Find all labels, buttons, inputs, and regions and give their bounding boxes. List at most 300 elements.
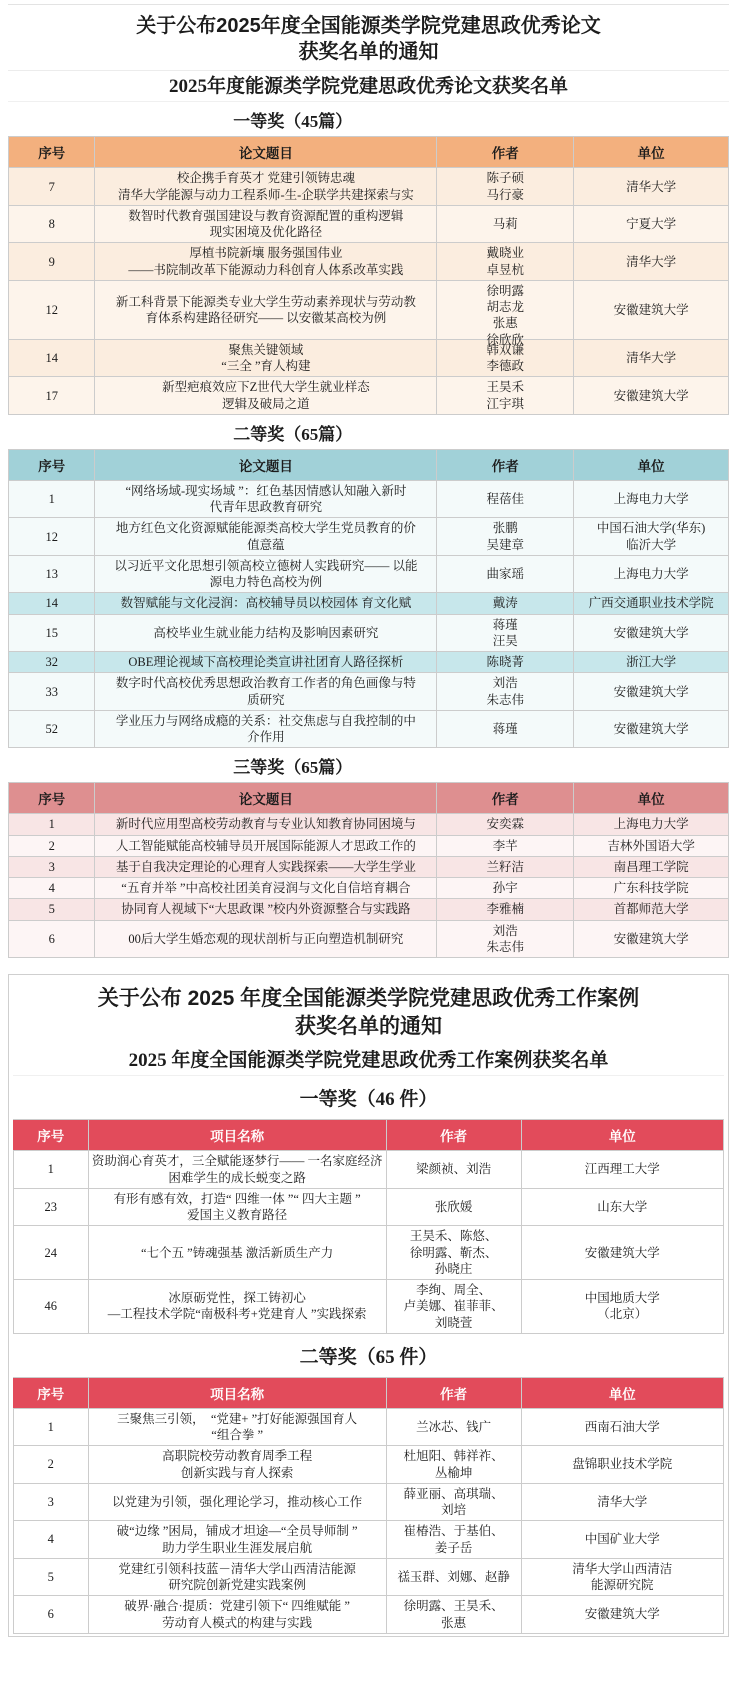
cell-org-text: 山东大学 [597, 1199, 648, 1214]
cell-org [521, 1188, 723, 1226]
table-body [9, 480, 729, 748]
cell-index-text: 17 [45, 388, 58, 403]
cell-title [95, 339, 437, 377]
cell-title [95, 652, 437, 673]
cell-org [574, 168, 729, 206]
cell-org-text: 安徽建筑大学 [613, 625, 689, 640]
cell-org [574, 480, 729, 518]
cell-authors [386, 1188, 521, 1226]
table-row [14, 1483, 724, 1521]
cell-title [95, 480, 437, 518]
cell-authors [386, 1483, 521, 1521]
cell-index [14, 1521, 89, 1559]
cell-index [14, 1446, 89, 1484]
cell-authors [437, 814, 574, 835]
cell-org [521, 1408, 723, 1446]
column-header: 作者 [437, 449, 574, 480]
cell-index [9, 652, 95, 673]
column-header: 序号 [9, 137, 95, 168]
cell-org-text: 上海电力大学 [613, 567, 689, 582]
cell-index [9, 518, 95, 556]
cell-org [574, 555, 729, 593]
cell-authors-text: 王昊禾 江宇琪 [486, 380, 525, 411]
cell-index-text: 23 [44, 1199, 58, 1214]
cell-authors-text: 程蓓佳 [486, 492, 525, 507]
cell-authors-text: 张欣媛 [434, 1199, 473, 1214]
cell-title [88, 1596, 386, 1634]
column-header: 作者 [437, 137, 574, 168]
section-subtitle: 2025年度能源类学院党建思政优秀论文获奖名单 [8, 71, 729, 103]
cell-title [95, 280, 437, 339]
cell-index [9, 280, 95, 339]
cell-authors-text: 戴涛 [492, 596, 518, 611]
cell-org [521, 1151, 723, 1189]
cell-index [9, 480, 95, 518]
cell-authors [437, 339, 574, 377]
table-head [9, 449, 729, 480]
section-title: 关于公布 2025 年度全国能源类学院党建思政优秀工作案例 获奖名单的通知 [97, 987, 640, 1038]
column-header: 项目名称 [88, 1120, 386, 1151]
cell-org-text: 中国地质大学 （北京） [584, 1291, 660, 1322]
cell-index-text: 33 [45, 684, 58, 699]
cell-index [9, 205, 95, 243]
cell-org [521, 1558, 723, 1596]
cell-index-text: 2 [48, 838, 55, 853]
table-row [9, 205, 729, 243]
cell-authors-text: 张鹏 吴建章 [486, 521, 525, 552]
cell-authors [386, 1596, 521, 1634]
table-row [9, 878, 729, 899]
table-row [14, 1226, 724, 1280]
cell-authors-text: 蒋瑾 [492, 722, 518, 737]
table-row [9, 377, 729, 415]
column-header: 作者 [437, 783, 574, 814]
cell-authors-text: 戴晓业 卓昱杭 [486, 246, 525, 277]
cell-title-text: 人工智能赋能高校辅导员开展国际能源人才思政工作的 [115, 838, 416, 853]
cell-index-text: 1 [47, 1419, 54, 1434]
cell-authors-text: 孙宇 [492, 881, 518, 896]
table-row [14, 1408, 724, 1446]
header-row [9, 783, 729, 814]
cell-index-text: 5 [48, 902, 55, 917]
cell-org-text: 安徽建筑大学 [613, 931, 689, 946]
cell-index [14, 1483, 89, 1521]
cell-title-text: 新工科背景下能源类专业大学生劳动素养现状与劳动教 育体系构建路径研究—— 以安徽某高校为例 [115, 294, 416, 325]
cell-authors [437, 555, 574, 593]
cell-org-text: 首都师范大学 [613, 902, 689, 917]
cell-org-text: 安徽建筑大学 [613, 684, 689, 699]
cell-title-text: 破界·融合·提质：党建引领下“ 四维赋能 ” 劳动育人模式的构建与实践 [124, 1599, 350, 1630]
cell-org [574, 614, 729, 652]
cell-index-text: 5 [47, 1569, 54, 1584]
table-row [9, 555, 729, 593]
cell-org-text: 宁夏大学 [626, 217, 677, 232]
cell-authors-text: 李芊 [492, 838, 518, 853]
cell-org [574, 652, 729, 673]
cell-title-text: 聚焦关键领域 “三全 ”育人构建 [221, 342, 311, 374]
cell-index [14, 1596, 89, 1634]
award-table [13, 1119, 724, 1334]
cell-authors [386, 1226, 521, 1280]
cell-index [9, 168, 95, 206]
paper-award-notice [8, 4, 729, 958]
cell-authors [386, 1151, 521, 1189]
cell-authors-text: 蒋瑾 汪昊 [492, 617, 518, 648]
cell-title-text: “七个五 ”铸魂强基 激活新质生产力 [140, 1245, 334, 1260]
table-row [9, 518, 729, 556]
cell-index [9, 555, 95, 593]
cell-org [521, 1226, 723, 1280]
cell-title-text: 厚植书院新壤 服务强国伟业 ——书院制改革下能源动力科创育人体系改革实践 [128, 246, 404, 277]
cell-index-text: 32 [45, 655, 58, 670]
table-body [14, 1151, 724, 1334]
cell-org [521, 1483, 723, 1521]
cell-title-text: 数智时代教育强国建设与教育资源配置的重构逻辑 现实困境及优化路径 [128, 208, 404, 240]
cell-title-text: 学业压力与网络成瘾的关系：社交焦虑与自我控制的中 介作用 [115, 713, 416, 745]
table-row [9, 652, 729, 673]
cell-org [521, 1280, 723, 1334]
cell-org [574, 518, 729, 556]
cell-title [88, 1483, 386, 1521]
cell-title-text: 00后大学生婚恋观的现状剖析与正向塑造机制研究 [128, 931, 404, 946]
column-header: 项目名称 [88, 1377, 386, 1408]
cell-title-text: 数智赋能与文化浸润：高校辅导员以校园体 育文化赋 [120, 596, 412, 611]
cell-org [574, 814, 729, 835]
cell-authors-text: 禚玉群、刘娜、赵静 [397, 1569, 510, 1584]
award-table [13, 1377, 724, 1634]
cell-index-text: 1 [47, 1162, 54, 1177]
column-header: 序号 [14, 1377, 89, 1408]
cell-title [88, 1408, 386, 1446]
cell-index-text: 6 [48, 931, 55, 946]
cell-authors [437, 878, 574, 899]
case-award-notice [8, 974, 729, 1637]
cell-title [95, 168, 437, 206]
award-tier-label: 一等奖（46 件） [299, 1089, 438, 1111]
table-row [9, 814, 729, 835]
cell-index-text: 3 [48, 859, 55, 874]
cell-authors-text: 梁颜祯、刘浩 [416, 1162, 492, 1177]
cell-title [88, 1226, 386, 1280]
cell-title-text: 数字时代高校优秀思想政治教育工作者的角色画像与特 质研究 [115, 676, 416, 707]
cell-title-text: 以习近平文化思想引领高校立德树人实践研究—— 以能 源电力特色高校为例 [114, 558, 418, 590]
cell-index [9, 920, 95, 958]
cell-title-text: 高职院校劳动教育周季工程 创新实践与育人探索 [162, 1449, 313, 1480]
cell-index-text: 4 [47, 1532, 54, 1547]
cell-index [9, 814, 95, 835]
cell-title [95, 710, 437, 748]
cell-index-text: 2 [47, 1457, 54, 1472]
award-tier-label: 三等奖（65篇） [233, 758, 353, 778]
column-header: 序号 [14, 1120, 89, 1151]
cell-title [95, 856, 437, 877]
cell-authors-text: 马莉 [492, 217, 518, 232]
cell-authors-text: 杜旭阳、韩祥祚、 丛榆坤 [403, 1449, 504, 1480]
cell-index-text: 7 [48, 179, 55, 194]
cell-org-text: 安徽建筑大学 [584, 1607, 660, 1622]
cell-org-text: 安徽建筑大学 [613, 722, 689, 737]
cell-authors [437, 710, 574, 748]
cell-index-text: 52 [45, 722, 58, 737]
cell-authors-text: 陈晓菁 [486, 655, 525, 670]
table-head [9, 783, 729, 814]
column-header: 论文题目 [95, 137, 437, 168]
header-row [9, 137, 729, 168]
cell-title [95, 814, 437, 835]
cell-org [521, 1446, 723, 1484]
cell-authors [437, 280, 574, 347]
cell-authors [386, 1408, 521, 1446]
cell-authors [437, 377, 574, 415]
cell-org-text: 江西理工大学 [584, 1162, 660, 1177]
cell-index [9, 377, 95, 415]
table-row [9, 835, 729, 856]
cell-authors [386, 1446, 521, 1484]
table-row [14, 1521, 724, 1559]
cell-index-text: 14 [45, 596, 58, 611]
column-header: 论文题目 [95, 783, 437, 814]
cell-title-text: 新时代应用型高校劳动教育与专业认知教育协同困境与 [115, 817, 416, 832]
cell-authors [437, 856, 574, 877]
cell-authors-text: 李雅楠 [486, 902, 525, 917]
column-header: 单位 [521, 1120, 723, 1151]
cell-index [9, 614, 95, 652]
cell-index [9, 899, 95, 920]
cell-authors-text: 徐明露、王昊禾、 张惠 [403, 1599, 504, 1630]
cell-org-text: 吉林外国语大学 [607, 838, 695, 853]
cell-authors [437, 673, 574, 711]
cell-org [574, 205, 729, 243]
award-tier-label: 二等奖（65篇） [233, 424, 353, 444]
cell-index-text: 1 [48, 492, 55, 507]
award-tier-label: 二等奖（65 件） [299, 1346, 438, 1368]
cell-title [95, 593, 437, 614]
cell-title [95, 377, 437, 415]
cell-org [574, 339, 729, 377]
cell-org-text: 西南石油大学 [584, 1419, 660, 1434]
cell-index [9, 673, 95, 711]
cell-authors [386, 1280, 521, 1334]
table-row [9, 899, 729, 920]
cell-org [574, 835, 729, 856]
header-row [9, 449, 729, 480]
column-header: 单位 [574, 783, 729, 814]
cell-org-text: 广东科技学院 [613, 881, 689, 896]
cell-org-text: 上海电力大学 [613, 492, 689, 507]
cell-title [95, 835, 437, 856]
cell-org-text: 清华大学山西清洁 能源研究院 [572, 1561, 673, 1592]
cell-org-text: 浙江大学 [626, 655, 677, 670]
cell-index-text: 46 [44, 1299, 58, 1314]
table-row [9, 856, 729, 877]
cell-org-text: 清华大学 [626, 179, 677, 194]
cell-title-text: 协同育人视域下“大思政课 ”校内外资源整合与实践路 [121, 902, 411, 917]
table-row [9, 280, 729, 339]
cell-org-text: 安徽建筑大学 [584, 1245, 660, 1260]
cell-authors [437, 480, 574, 518]
cell-authors [437, 168, 574, 206]
table-head [9, 137, 729, 168]
cell-title-text: 基于自我决定理论的心理育人实践探索——大学生学业 [115, 859, 416, 874]
table-row [14, 1596, 724, 1634]
cell-title-text: 新型疤痕效应下Z世代大学生就业样态 逻辑及破局之道 [162, 380, 370, 411]
cell-title [95, 878, 437, 899]
column-header: 单位 [574, 449, 729, 480]
cell-authors [437, 899, 574, 920]
table-row [14, 1558, 724, 1596]
table-row [14, 1446, 724, 1484]
table-row [9, 614, 729, 652]
cell-authors-text: 兰籽洁 [486, 859, 525, 874]
cell-title [88, 1521, 386, 1559]
cell-org-text: 盘锦职业技术学院 [572, 1457, 673, 1472]
cell-org [574, 243, 729, 281]
cell-org [574, 856, 729, 877]
cell-index [9, 856, 95, 877]
table-row [9, 168, 729, 206]
table-row [9, 339, 729, 377]
cell-index [9, 878, 95, 899]
cell-index [14, 1408, 89, 1446]
cell-authors [437, 593, 574, 614]
cell-authors-text: 李绚、周全、 卢美娜、崔菲菲、 刘晓萱 [403, 1283, 504, 1330]
table-row [9, 920, 729, 958]
column-header: 论文题目 [95, 449, 437, 480]
cell-authors-text: 徐明露 胡志龙 张惠 徐欣欣 [486, 283, 525, 347]
cell-index-text: 24 [44, 1245, 58, 1260]
table-body [9, 814, 729, 958]
cell-index-text: 1 [48, 817, 55, 832]
cell-authors-text: 王昊禾、陈悠、 徐明露、靳杰、 孙晓庄 [409, 1229, 498, 1276]
cell-org [574, 280, 729, 339]
cell-org-text: 南昌理工学院 [613, 859, 689, 874]
cell-index-text: 4 [48, 881, 55, 896]
cell-title [95, 555, 437, 593]
cell-org [574, 899, 729, 920]
header-row [14, 1377, 724, 1408]
cell-org-text: 安徽建筑大学 [613, 388, 689, 403]
cell-title-text: OBE理论视域下高校理论类宣讲社团育人路径探析 [128, 655, 404, 670]
section-subtitle: 2025 年度全国能源类学院党建思政优秀工作案例获奖名单 [13, 1045, 724, 1077]
cell-authors-text: 曲家瑶 [486, 567, 525, 582]
cell-index-text: 13 [45, 567, 58, 582]
cell-org [574, 710, 729, 748]
cell-index [9, 835, 95, 856]
cell-index-text: 12 [45, 529, 58, 544]
column-header: 单位 [574, 137, 729, 168]
cell-index-text: 3 [47, 1494, 54, 1509]
cell-title [95, 673, 437, 711]
cell-authors-text: 韩双谦 李德政 [486, 342, 525, 374]
cell-authors [386, 1521, 521, 1559]
cell-authors-text: 薛亚丽、高琪瑞、 刘培 [403, 1486, 504, 1517]
cell-title [95, 518, 437, 556]
cell-org-text: 安徽建筑大学 [613, 302, 689, 317]
cell-authors-text: 兰冰芯、钱广 [416, 1419, 492, 1434]
cell-org [521, 1521, 723, 1559]
cell-org-text: 广西交通职业技术学院 [588, 596, 714, 611]
header-row [14, 1120, 724, 1151]
cell-title-text: 高校毕业生就业能力结构及影响因素研究 [153, 625, 379, 640]
cell-index [9, 710, 95, 748]
cell-title [95, 899, 437, 920]
table-row [14, 1151, 724, 1189]
cell-title [95, 920, 437, 958]
cell-org-text: 清华大学 [626, 254, 677, 269]
cell-index-text: 15 [45, 625, 58, 640]
cell-title-text: “网络场域-现实场域 ”：红色基因情感认知融入新时 代青年思政教育研究 [125, 483, 407, 515]
cell-title-text: 地方红色文化资源赋能能源类高校大学生党员教育的价 值意蕴 [115, 521, 416, 552]
cell-title [88, 1188, 386, 1226]
cell-index-text: 6 [47, 1607, 54, 1622]
cell-title [88, 1151, 386, 1189]
cell-authors-text: 刘浩 朱志伟 [486, 676, 525, 707]
section-title: 关于公布2025年度全国能源类学院党建思政优秀论文 获奖名单的通知 [8, 11, 729, 71]
column-header: 序号 [9, 783, 95, 814]
cell-authors [437, 614, 574, 652]
cell-authors [437, 518, 574, 556]
cell-org [574, 377, 729, 415]
column-header: 作者 [386, 1120, 521, 1151]
cell-authors [437, 835, 574, 856]
table-row [9, 243, 729, 281]
cell-title-text: 三聚焦三引领， “党建+ ”打好能源强国育人 “组合拳 ” [117, 1411, 358, 1442]
cell-title-text: 有形有感有效，打造“ 四维一体 ”“ 四大主题 ” 爱国主义教育路径 [113, 1191, 361, 1222]
cell-index-text: 9 [48, 254, 55, 269]
table-body [14, 1408, 724, 1633]
cell-index-text: 14 [45, 351, 58, 366]
cell-title-text: 破“边缘 ”困局，铺成才坦途—“全员导师制 ” 助力学生职业生涯发展启航 [116, 1524, 358, 1555]
cell-index [14, 1280, 89, 1334]
table-row [9, 710, 729, 748]
cell-org-text: 清华大学 [597, 1494, 648, 1509]
table-row [9, 593, 729, 614]
cell-authors [437, 652, 574, 673]
cell-org-text: 清华大学 [626, 351, 677, 366]
cell-title-text: “五育并举 ”中高校社团美育浸润与文化自信培育耦合 [121, 881, 411, 896]
cell-title [95, 205, 437, 243]
award-table [8, 782, 729, 958]
cell-authors-text: 陈子硕 马行豪 [486, 171, 525, 202]
award-tier-label: 一等奖（45篇） [233, 112, 353, 132]
table-body [9, 168, 729, 415]
award-table [8, 136, 729, 415]
cell-authors [437, 243, 574, 281]
cell-index [14, 1188, 89, 1226]
cell-title [88, 1280, 386, 1334]
table-row [14, 1280, 724, 1334]
cell-authors [437, 205, 574, 243]
cell-title-text: 校企携手育英才 党建引领铸忠魂 清华大学能源与动力工程系师-生-企联学共建探索与实 [117, 171, 414, 202]
cell-title-text: 以党建为引领，强化理论学习，推动核心工作 [112, 1494, 363, 1509]
table-row [9, 480, 729, 518]
cell-index-text: 8 [48, 217, 55, 232]
column-header: 单位 [521, 1377, 723, 1408]
cell-title-text: 党建红引领科技蓝－清华大学山西清洁能源 研究院创新党建实践案例 [118, 1561, 356, 1592]
table-row [14, 1188, 724, 1226]
table-head [14, 1377, 724, 1408]
cell-index [9, 593, 95, 614]
cell-org [574, 878, 729, 899]
cell-index [9, 243, 95, 281]
cell-authors [386, 1558, 521, 1596]
cell-title [95, 614, 437, 652]
cell-org [574, 673, 729, 711]
column-header: 序号 [9, 449, 95, 480]
cell-title [88, 1446, 386, 1484]
cell-index-text: 12 [45, 302, 58, 317]
cell-title [88, 1558, 386, 1596]
